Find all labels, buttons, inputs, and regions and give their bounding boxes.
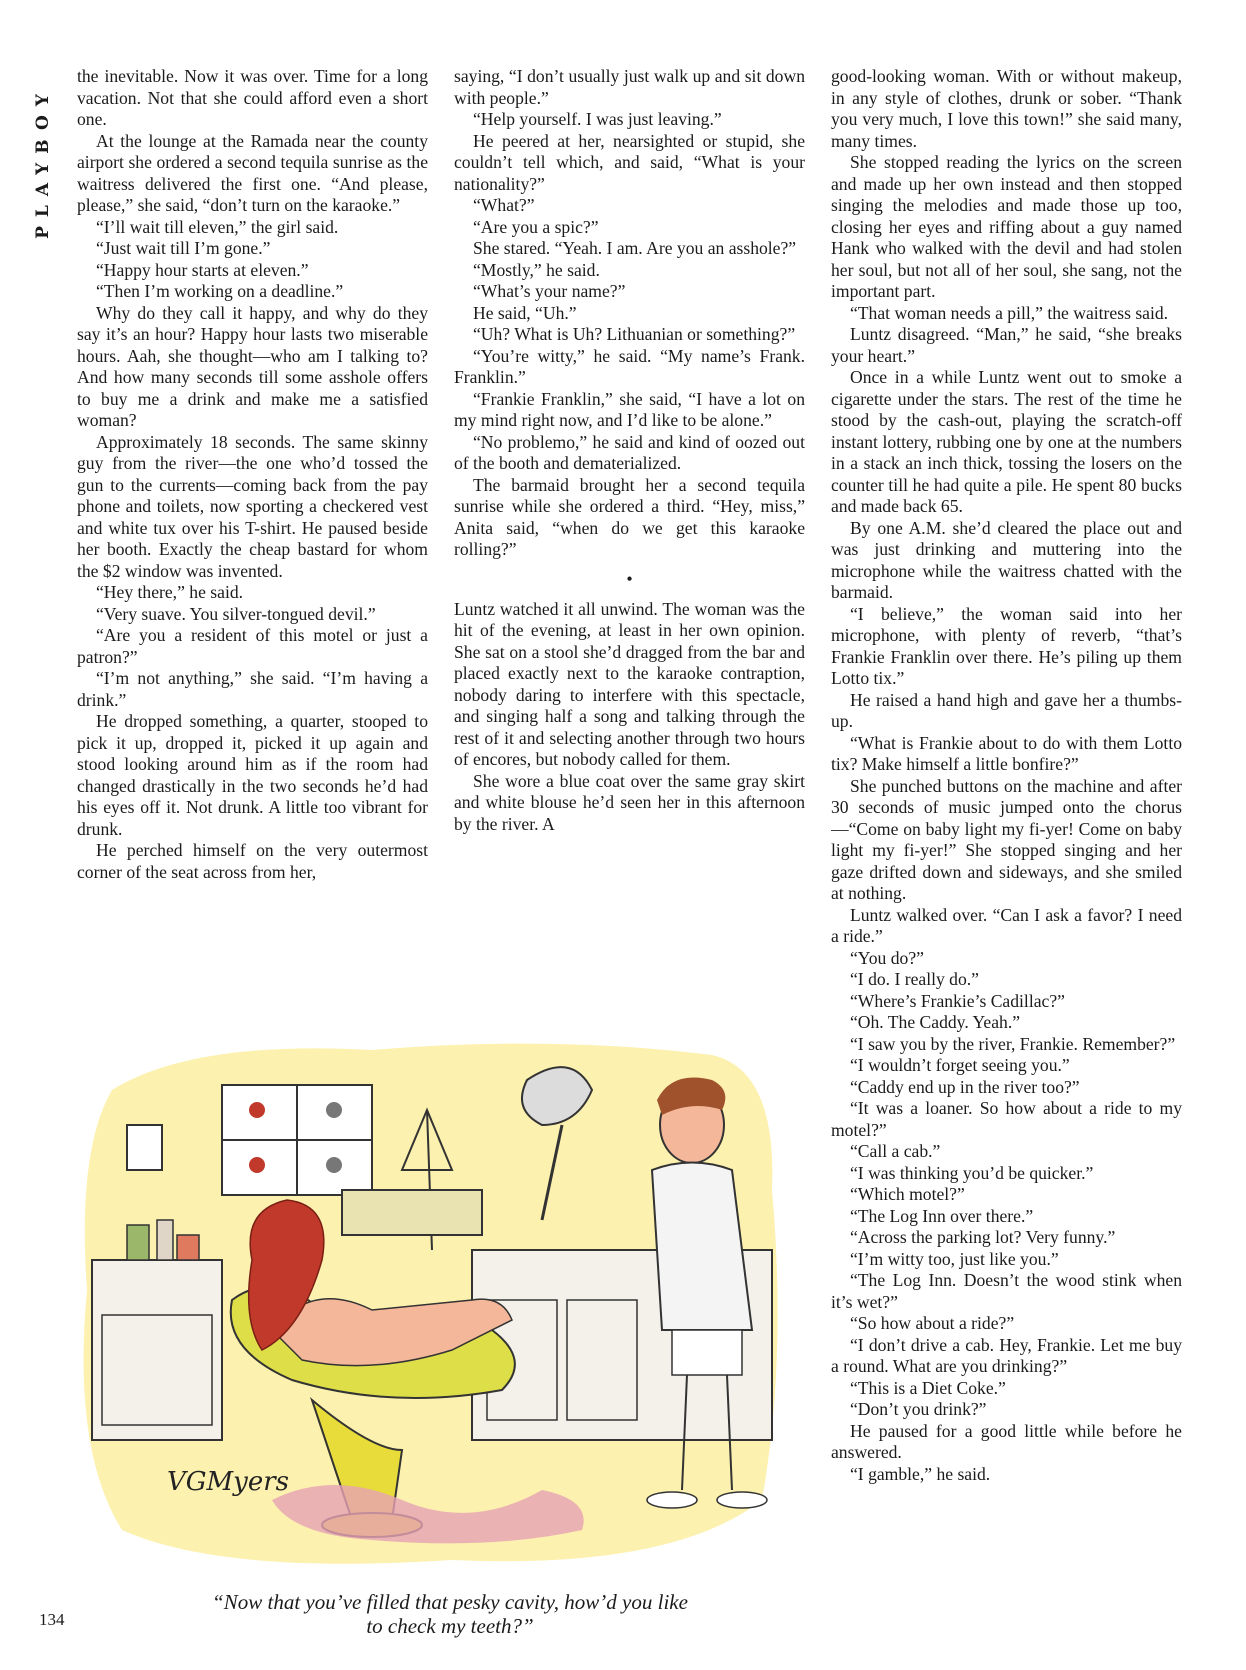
paragraph: Luntz watched it all unwind. The woman was the hit of the evening, at least in her own opinion. She sat on a stool she’d dragged from the bar and placed exactly next to the karaoke contraption, nobody daring to interfere with this spectacle, and singing half a song and talking through the rest of it and selecting another through two hours of encores, but nobody called for them. xyxy=(454,598,805,769)
paragraph: “Happy hour starts at eleven.” xyxy=(96,259,309,280)
paragraph: She wore a blue coat over the same gray skirt and white blouse he’d seen her in this afternoon by the river. A xyxy=(454,770,805,834)
paragraph: “I’m not anything,” she said. “I’m having a drink.” xyxy=(77,668,428,710)
text-column-2 xyxy=(454,66,805,835)
magazine-masthead xyxy=(30,62,56,262)
paragraph: “This is a Diet Coke.” xyxy=(850,1377,1006,1398)
paragraph: “Then I’m working on a deadline.” xyxy=(96,281,344,301)
text-column-1 xyxy=(77,66,428,883)
paragraph: At the lounge at the Ramada near the county airport she ordered a second tequila sunrise as the waitress delivered the first one. “And please, please,” she said, “don’t turn on the karaoke.” xyxy=(77,130,428,215)
paragraph: Approximately 18 seconds. The same skinny guy from the river—the one who’d tossed the gun to the currents—coming back from the pay phone and toilets, now sporting a checkered vest and white tux over his T-shirt. He paused beside her booth. Exactly the cheap bastard for whom the $2 window was invented. xyxy=(77,431,428,581)
paragraph: “Across the parking lot? Very funny.” xyxy=(850,1227,1116,1247)
paragraph: Once in a while Luntz went out to smoke a cigarette under the stars. The rest of the time he stood by the cash-out, playing the scratch-off instant lottery, rubbing one by one at the numbers in a stack an inch thick, tossing the losers on the counter till he had quite a pile. He spent 80 bucks and made back 65. xyxy=(831,367,1182,516)
paragraph: “I do. I really do.” xyxy=(850,969,979,989)
paragraph: “What’s your name?” xyxy=(473,281,626,301)
paragraph: “I wouldn’t forget seeing you.” xyxy=(850,1055,1070,1075)
paragraph: She stared. “Yeah. I am. Are you an asshole?” xyxy=(473,238,797,258)
paragraph: “What?” xyxy=(473,195,535,215)
paragraph: “I’m witty too, just like you.” xyxy=(850,1248,1059,1269)
paragraph: “I don’t drive a cab. Hey, Frankie. Let me buy a round. What are you drinking?” xyxy=(831,1334,1182,1376)
paragraph: “No problemo,” he said and kind of oozed out of the booth and dematerialized. xyxy=(454,431,805,473)
paragraph: “Very suave. You silver-tongued devil.” xyxy=(96,603,376,624)
paragraph: “Caddy end up in the river too?” xyxy=(850,1076,1080,1097)
paragraph: “Just wait till I’m gone.” xyxy=(96,238,271,258)
paragraph: “It was a loaner. So how about a ride to my motel?” xyxy=(831,1098,1182,1140)
paragraph: “I saw you by the river, Frankie. Remember?” xyxy=(850,1033,1176,1054)
paragraph: the inevitable. Now it was over. Time for a long vacation. Not that she could afford even a short one. xyxy=(77,66,428,129)
paragraph: “The Log Inn over there.” xyxy=(850,1205,1034,1226)
paragraph: “Help yourself. I was just leaving.” xyxy=(473,109,722,129)
paragraph: By one A.M. she’d cleared the place out and was just drinking and muttering into the microphone while the waitress chatted with the barmaid. xyxy=(831,517,1182,602)
paragraph: Why do they call it happy, and why do they say it’s an hour? Happy hour lasts two miserable hours. Aah, she thought—who am I talking to? And how many seconds till some asshole offers to buy me a drink and make me a satisfied woman? xyxy=(77,302,428,430)
paragraph: “Oh. The Caddy. Yeah.” xyxy=(850,1012,1021,1032)
paragraph: He raised a hand high and gave her a thumbs-up. xyxy=(831,689,1182,731)
paragraph: “So how about a ride?” xyxy=(850,1313,1015,1333)
paragraph: good-looking woman. With or without makeup, in any style of clothes, drunk or sober. “Thank you very much, I love this town!” she said many, many times. xyxy=(831,66,1182,151)
paragraph: “Are you a spic?” xyxy=(473,216,599,237)
masthead-text: PLAYBOY xyxy=(33,85,53,239)
text-column-3 xyxy=(831,66,1182,1646)
paragraph: saying, “I don’t usually just walk up and sit down with people.” xyxy=(454,66,805,108)
paragraph: “That woman needs a pill,” the waitress said. xyxy=(850,302,1169,323)
paragraph: “Frankie Franklin,” she said, “I have a lot on my mind right now, and I’d like to be alone.” xyxy=(454,388,805,430)
paragraph: Luntz walked over. “Can I ask a favor? I need a ride.” xyxy=(831,904,1182,946)
artist-signature: VGMyers xyxy=(167,1467,290,1497)
paragraph: The barmaid brought her a second tequila sunrise while she ordered a third. “Hey, miss,” Anita said, “when do we get this karaoke rolling?” xyxy=(454,474,805,559)
wall-picture xyxy=(127,1125,162,1170)
left-counter xyxy=(92,1260,222,1440)
column-2-top-text xyxy=(454,66,805,561)
paragraph: “I was thinking you’d be quicker.” xyxy=(850,1162,1094,1183)
page-number: 134 xyxy=(39,1610,65,1629)
instrument-tray xyxy=(342,1190,482,1235)
paragraph: “I gamble,” he said. xyxy=(850,1463,991,1484)
paragraph: “I’ll wait till eleven,” the girl said. xyxy=(96,216,339,237)
paragraph: “Where’s Frankie’s Cadillac?” xyxy=(850,990,1065,1011)
paragraph: He dropped something, a quarter, stooped to pick it up, dropped it, picked it up again and stood looking around him as if the room had changed drastically in the two seconds he’d had his eyes off it. Not drunk. A little too vibrant for drunk. xyxy=(77,711,428,839)
paragraph: She punched buttons on the machine and after 30 seconds of music jumped onto the chorus—“Come on baby light my fi-yer! Come on baby light my fi-yer!” She stopped singing and her gaze drifted down and sideways, and she smiled at nothing. xyxy=(831,775,1182,903)
paragraph: “The Log Inn. Doesn’t the wood stink when it’s wet?” xyxy=(831,1270,1182,1312)
paragraph: “Mostly,” he said. xyxy=(473,259,600,280)
column-2-bottom-text xyxy=(454,599,805,836)
paragraph: Luntz disagreed. “Man,” he said, “she breaks your heart.” xyxy=(831,324,1182,366)
paragraph: “Are you a resident of this motel or just a patron?” xyxy=(77,625,428,667)
paragraph: She stopped reading the lyrics on the screen and made up her own instead and then stopped singing the melodies and made those up too, closing her eyes and riffing about a guy named Hank who walked with the devil and had stolen her soul, but not all of her soul, she sang, not the important part. xyxy=(831,152,1182,301)
paragraph: “Uh? What is Uh? Lithuanian or something?” xyxy=(473,324,796,344)
paragraph: “Which motel?” xyxy=(850,1184,965,1204)
paragraph: “Don’t you drink?” xyxy=(850,1399,987,1419)
caption-line-1: “Now that you’ve filled that pesky cavity, how’d you like xyxy=(212,1590,688,1614)
paragraph: “You’re witty,” he said. “My name’s Frank. Franklin.” xyxy=(454,345,805,387)
paragraph: “Hey there,” he said. xyxy=(96,582,244,602)
cartoon-caption xyxy=(140,1590,760,1638)
paragraph: He peered at her, nearsighted or stupid, she couldn’t tell which, and said, “What is your nationality?” xyxy=(454,130,805,194)
paragraph: “What is Frankie about to do with them Lotto tix? Make himself a little bonfire?” xyxy=(831,732,1182,774)
cartoon-illustration xyxy=(72,1030,792,1585)
paragraph: He paused for a good little while before he answered. xyxy=(831,1420,1182,1462)
paragraph: “Call a cab.” xyxy=(850,1141,941,1161)
paragraph: “You do?” xyxy=(850,947,924,968)
paragraph: He said, “Uh.” xyxy=(473,302,577,323)
paragraph: He perched himself on the very outermost corner of the seat across from her, xyxy=(77,840,428,882)
caption-line-2: to check my teeth?” xyxy=(366,1614,534,1638)
section-break-bullet: • xyxy=(626,568,633,589)
paragraph: “I believe,” the woman said into her microphone, with plenty of reverb, “that’s Frankie Franklin over there. He’s piling up them Lotto tix.” xyxy=(831,603,1182,688)
